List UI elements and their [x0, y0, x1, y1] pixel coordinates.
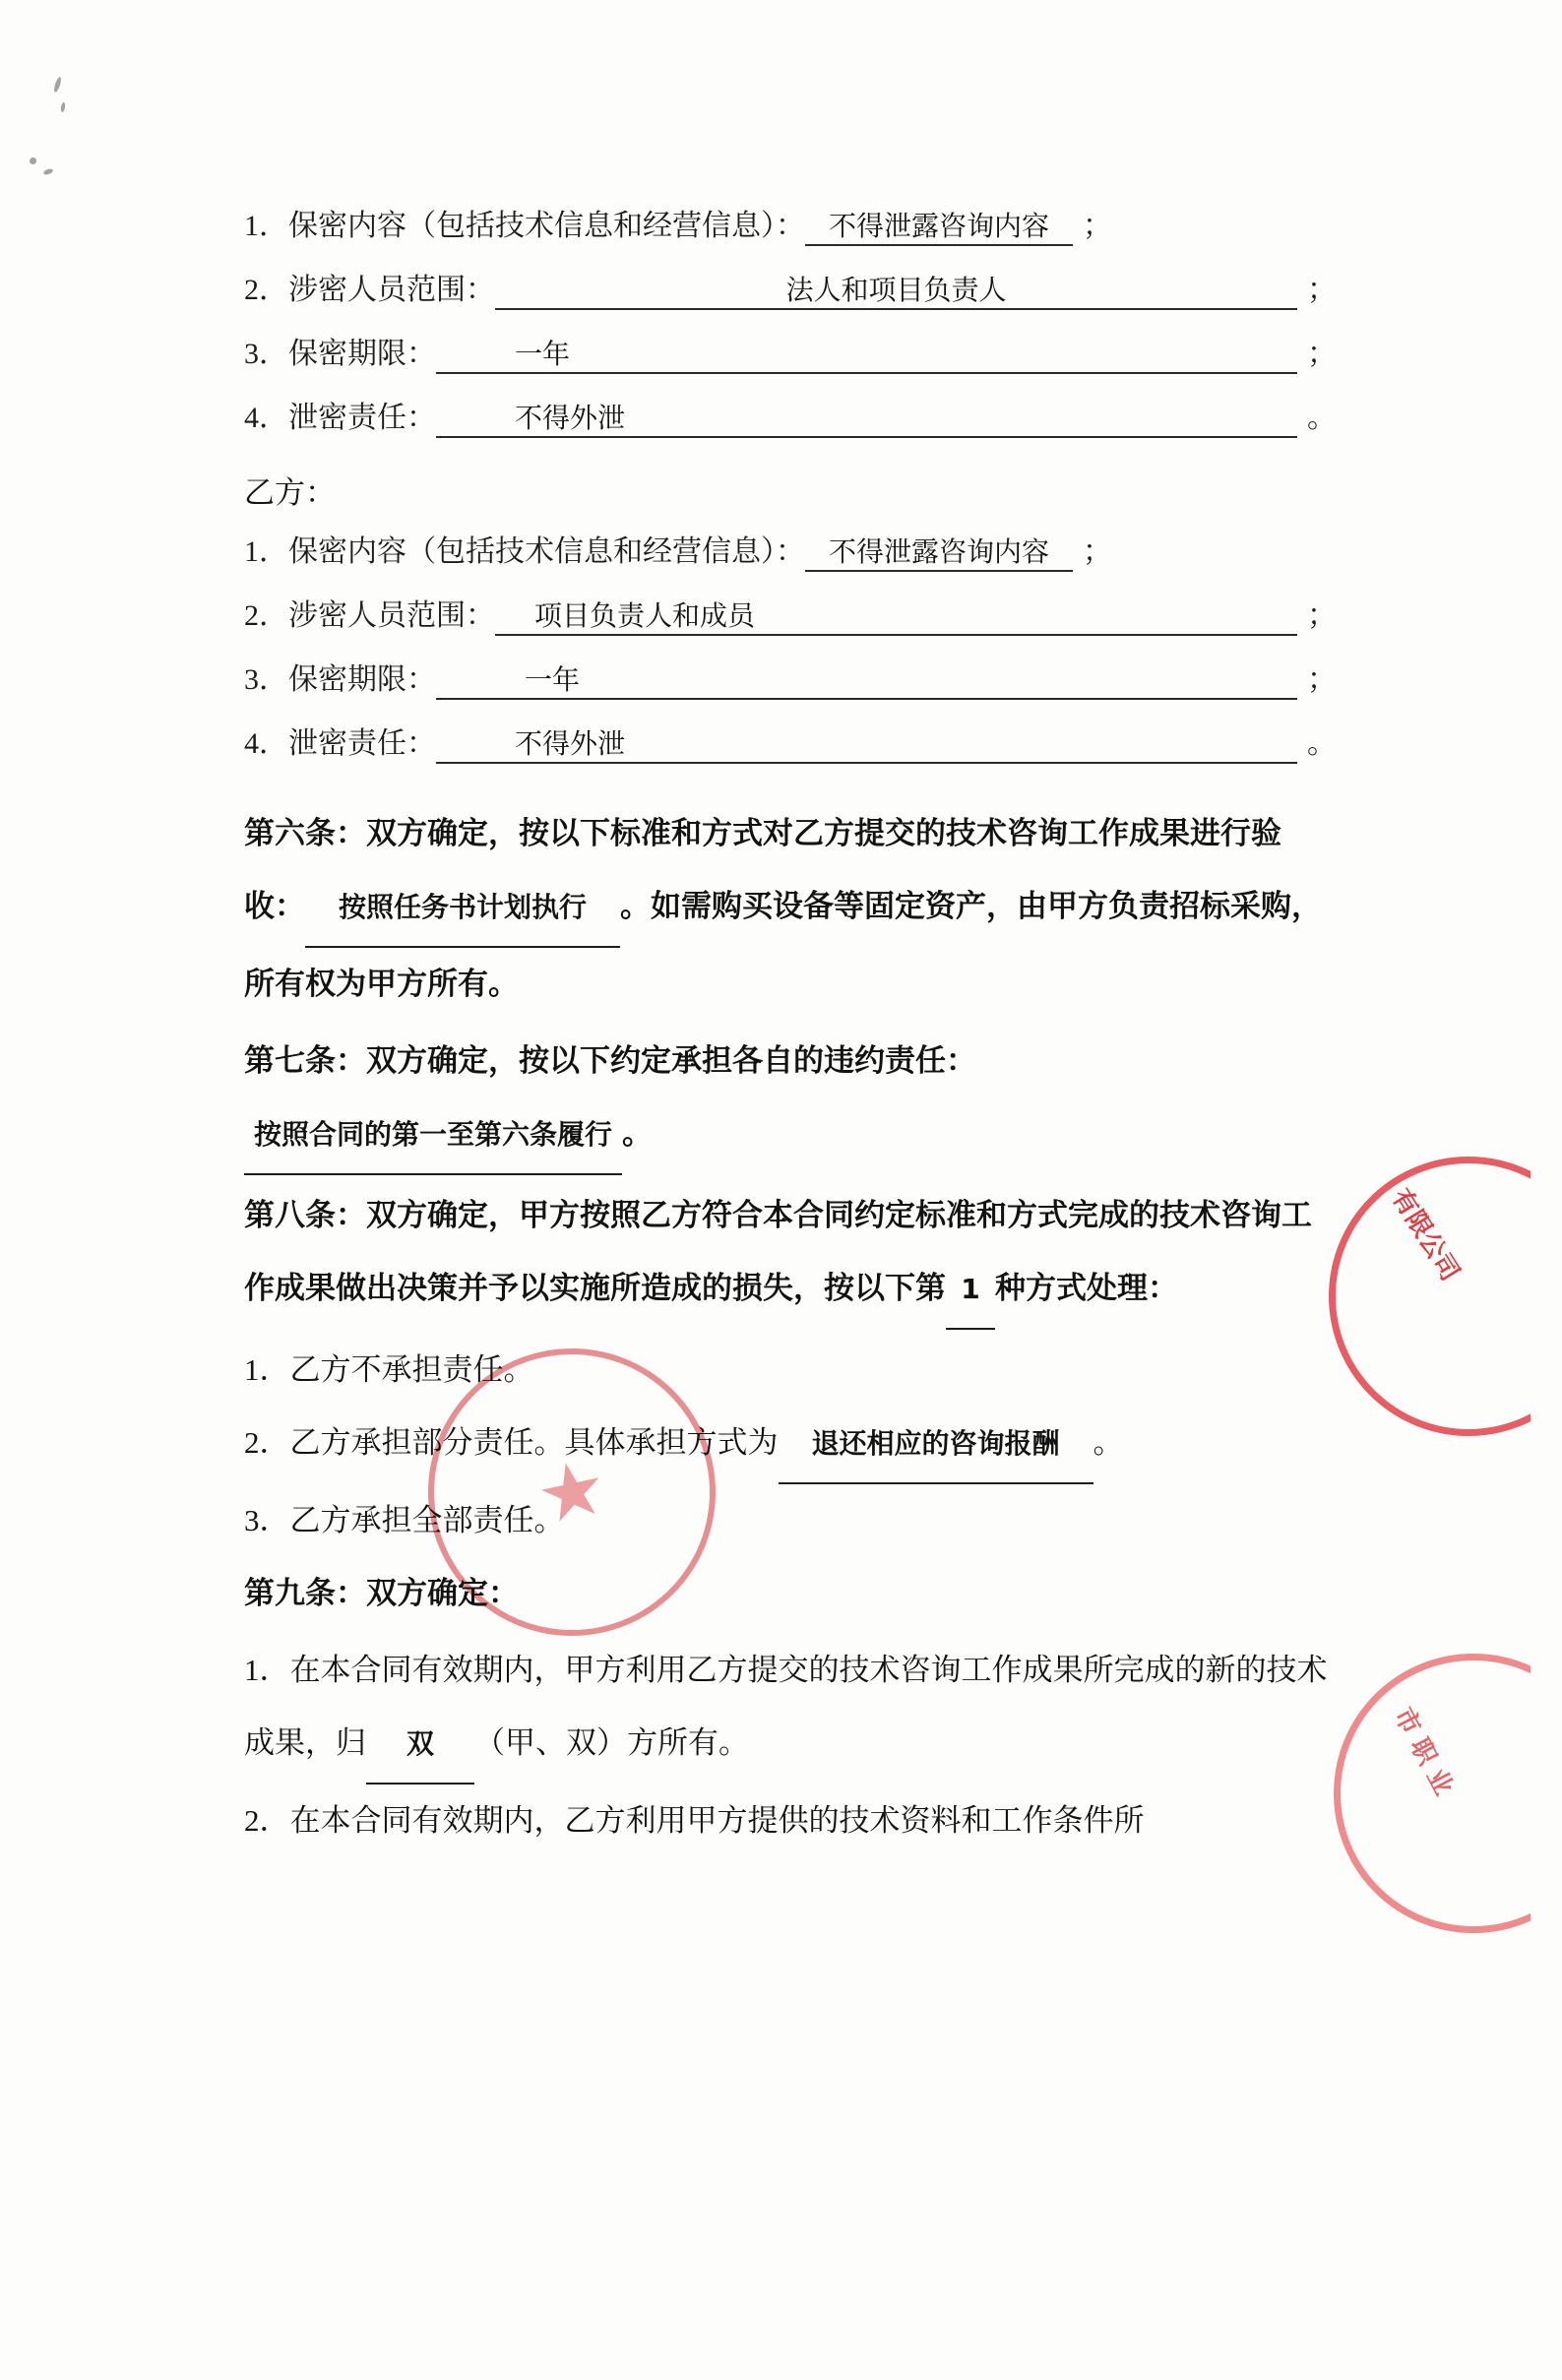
item-label: 泄密责任： [288, 402, 436, 434]
scan-speck [60, 102, 66, 113]
article-six-text-1: ：双方确定，按以下标准和方式对乙方提交的技术咨询工作成果进行验收： [244, 816, 1281, 923]
item-number: 4． [244, 402, 288, 434]
list-item [244, 1334, 1337, 1407]
item-number: 3． [244, 663, 288, 696]
item-tail: ； [1083, 210, 1112, 242]
item-label: 保密期限： [288, 663, 436, 696]
article-six-title: 第六条 [244, 816, 336, 850]
item-label: 保密期限： [288, 338, 436, 370]
contract-body [244, 212, 1337, 1857]
article-six-text-2: 。如需购买设备等固定资产，由甲方负责招标采购，所有权为甲方所有。 [244, 889, 1322, 1001]
item-number: 1． [244, 1352, 290, 1387]
seal-text-right-bottom: 市 职 业 [1388, 1703, 1459, 1801]
article-eight-text-2: 种方式处理： [995, 1271, 1178, 1305]
item-label: 泄密责任： [288, 727, 436, 760]
item-tail: ； [1307, 599, 1337, 632]
fill-in-blank[interactable]: 一年 [436, 666, 1297, 700]
list-item [244, 276, 1337, 310]
article-seven [244, 1025, 1337, 1175]
article-eight-blank[interactable]: 1 [946, 1253, 995, 1330]
item-label: 保密内容（包括技术信息和经营信息）： [288, 210, 805, 242]
article-eight [244, 1179, 1337, 1330]
item-number: 3． [244, 338, 288, 370]
item-tail: 。 [1307, 727, 1337, 760]
seal-clip-mask [1531, 1132, 1562, 1447]
seal-clip-mask [1531, 1634, 1562, 1949]
item-tail: 。 [1307, 402, 1337, 434]
item-tail: ； [1307, 338, 1337, 370]
item-label: 涉密人员范围： [288, 599, 495, 632]
item-number: 2． [244, 1425, 290, 1460]
article-seven-blank[interactable]: 按照合同的第一至第六条履行 [244, 1098, 622, 1175]
fill-in-blank[interactable]: 一年 [436, 341, 1297, 374]
list-item [244, 665, 1337, 700]
seal-star-icon: ★ [529, 1442, 615, 1541]
list-item [244, 340, 1337, 374]
scan-speck [53, 77, 63, 94]
fill-in-blank[interactable]: 不得外泄 [436, 730, 1297, 764]
item-label: 涉密人员范围： [288, 274, 495, 306]
fill-in-blank[interactable]: 双 [366, 1708, 474, 1785]
company-round-seal-right-top [1329, 1157, 1562, 1436]
fill-in-blank[interactable]: 不得泄露咨询内容 [805, 213, 1073, 246]
list-item [244, 212, 1337, 246]
list-item [244, 601, 1337, 636]
fill-in-blank[interactable]: 项目负责人和成员 [495, 602, 1297, 636]
article-eight-text-1: ：双方确定，甲方按照乙方符合本合同约定标准和方式完成的技术咨询工作成果做出决策并予以实施所造成的损失，按以下第 [244, 1198, 1312, 1305]
item-number: 1． [244, 210, 288, 242]
item-number: 1． [244, 1653, 290, 1687]
article-six-blank[interactable]: 按照任务书计划执行 [305, 871, 620, 948]
list-item [244, 537, 1337, 572]
scan-speck [42, 167, 53, 175]
item-text-2: （甲、双）方所有。 [474, 1725, 749, 1760]
article-nine-text-1: ：双方确定： [336, 1576, 519, 1610]
fill-in-blank[interactable]: 退还相应的咨询报酬 [779, 1408, 1093, 1484]
item-text: 乙方承担部分责任。具体承担方式为 [289, 1425, 779, 1460]
list-item [244, 1407, 1337, 1484]
item-number: 3． [244, 1503, 290, 1537]
item-number: 1． [244, 535, 288, 568]
item-text: 乙方不承担责任。 [289, 1352, 534, 1387]
item-tail: ； [1307, 663, 1337, 696]
company-round-seal-right-bottom [1334, 1654, 1562, 1933]
fill-in-blank[interactable]: 不得外泄 [436, 405, 1297, 438]
item-tail: 。 [1093, 1425, 1124, 1460]
article-seven-title: 第七条 [244, 1043, 336, 1078]
item-number: 2． [244, 274, 288, 306]
scan-speck [30, 157, 36, 164]
list-item [244, 404, 1337, 438]
item-label: 保密内容（包括技术信息和经营信息）： [288, 535, 805, 568]
seal-text-right-top: 有限公司 [1385, 1183, 1466, 1286]
article-nine-title: 第九条 [244, 1576, 336, 1610]
article-nine [244, 1557, 1337, 1630]
item-text-1: 在本合同有效期内，甲方利用乙方提交的技术咨询工作成果所完成的新的技术成果，归 [244, 1653, 1328, 1760]
article-seven-text-1: ：双方确定，按以下约定承担各自的违约责任： [336, 1043, 976, 1078]
fill-in-blank[interactable]: 不得泄露咨询内容 [805, 538, 1073, 572]
fill-in-blank[interactable]: 法人和项目负责人 [495, 277, 1297, 310]
item-tail: ； [1307, 274, 1337, 306]
article-seven-text-2: 。 [622, 1116, 654, 1151]
item-number: 2． [244, 599, 288, 632]
article-six [244, 797, 1337, 1021]
item-tail: ； [1083, 535, 1112, 568]
list-item [244, 729, 1337, 764]
list-item [244, 1785, 1337, 1857]
item-text-1: 在本合同有效期内，乙方利用甲方提供的技术资料和工作条件所 [289, 1803, 1145, 1838]
article-eight-title: 第八条 [244, 1198, 336, 1232]
item-number: 4． [244, 727, 288, 760]
list-item [244, 1484, 1337, 1557]
list-item [244, 1634, 1337, 1785]
item-text: 乙方承担全部责任。 [289, 1503, 565, 1537]
party-b-heading: 乙方： [244, 475, 336, 510]
item-number: 2． [244, 1803, 290, 1838]
